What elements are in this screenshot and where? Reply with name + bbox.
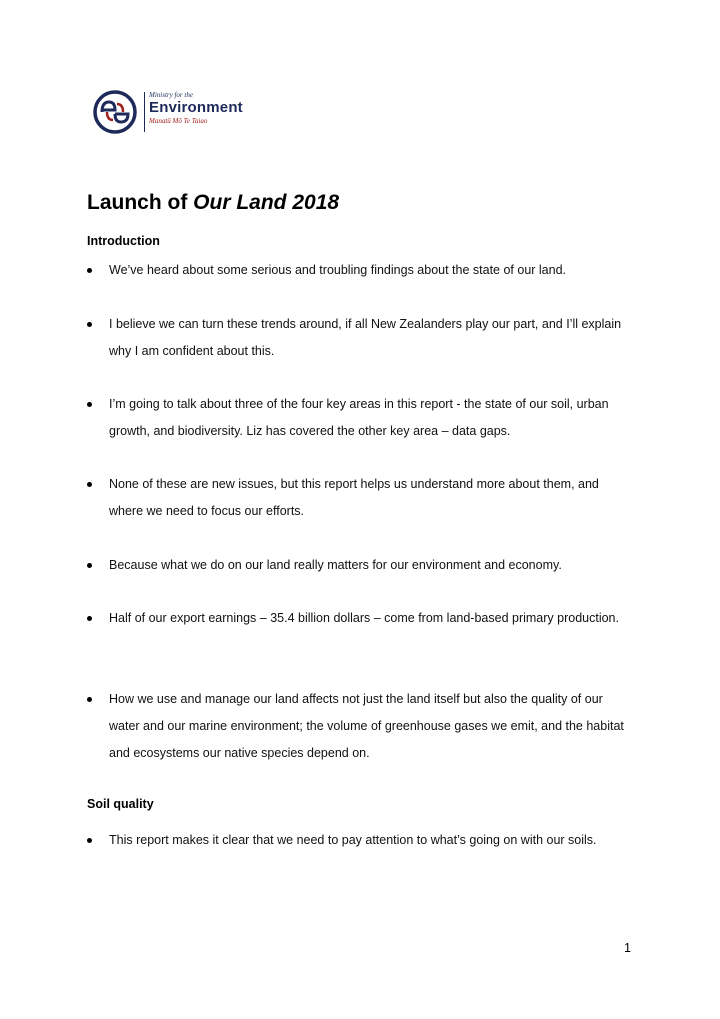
logo-divider	[144, 92, 145, 132]
bullet-item	[87, 686, 627, 767]
bullet-item	[87, 471, 627, 525]
bullet-item	[87, 605, 627, 632]
bullet-text: I believe we can turn these trends around, if all New Zealanders play our part, and I’ll explain why I am confident about this.	[109, 317, 622, 358]
bullet-item	[87, 552, 627, 579]
logo-text	[149, 91, 253, 126]
bullet-text: Half of our export earnings – 35.4 billion dollars – come from land-based primary production.	[109, 611, 619, 625]
bullet-dot-icon	[87, 322, 92, 327]
title-prefix: Launch of	[87, 191, 194, 214]
logo-line-environment: Environment	[149, 99, 243, 116]
bullet-text: I’m going to talk about three of the four key areas in this report - the state of our soil, urban growth, and biodiversity. Liz has covered the other key area – data gaps.	[109, 397, 609, 438]
bullet-text: How we use and manage our land affects not just the land itself but also the quality of our water and our marine environment; the volume of greenhouse gases we emit, and the habitat and ecosystems our native species depend on.	[109, 692, 624, 760]
bullet-dot-icon	[87, 268, 92, 273]
ministry-logo	[93, 88, 253, 136]
bullet-text: This report makes it clear that we need to pay attention to what’s going on with our soils.	[109, 833, 597, 847]
logo-line-ministry: Ministry for the	[149, 91, 193, 99]
bullet-dot-icon	[87, 838, 92, 843]
ministry-emblem-icon	[93, 90, 137, 134]
bullet-text: We’ve heard about some serious and troubling findings about the state of our land.	[109, 263, 567, 277]
bullet-item	[87, 827, 627, 854]
page-title	[87, 191, 339, 215]
bullet-dot-icon	[87, 616, 92, 621]
bullet-text: Because what we do on our land really matters for our environment and economy.	[109, 558, 562, 572]
bullet-dot-icon	[87, 482, 92, 487]
bullet-item	[87, 391, 627, 445]
section-heading-introduction: Introduction	[87, 234, 160, 248]
bullet-item	[87, 311, 627, 365]
logo-line-maori: Manatū Mō Te Taiao	[149, 117, 208, 125]
bullet-text: None of these are new issues, but this report helps us understand more about them, and where we need to focus our efforts.	[109, 477, 599, 518]
bullet-dot-icon	[87, 402, 92, 407]
title-emphasis: Our Land 2018	[193, 191, 340, 214]
page-number: 1	[624, 941, 631, 955]
section-heading-soil-quality: Soil quality	[87, 797, 154, 811]
bullet-dot-icon	[87, 697, 92, 702]
bullet-dot-icon	[87, 563, 92, 568]
bullet-item	[87, 257, 627, 284]
